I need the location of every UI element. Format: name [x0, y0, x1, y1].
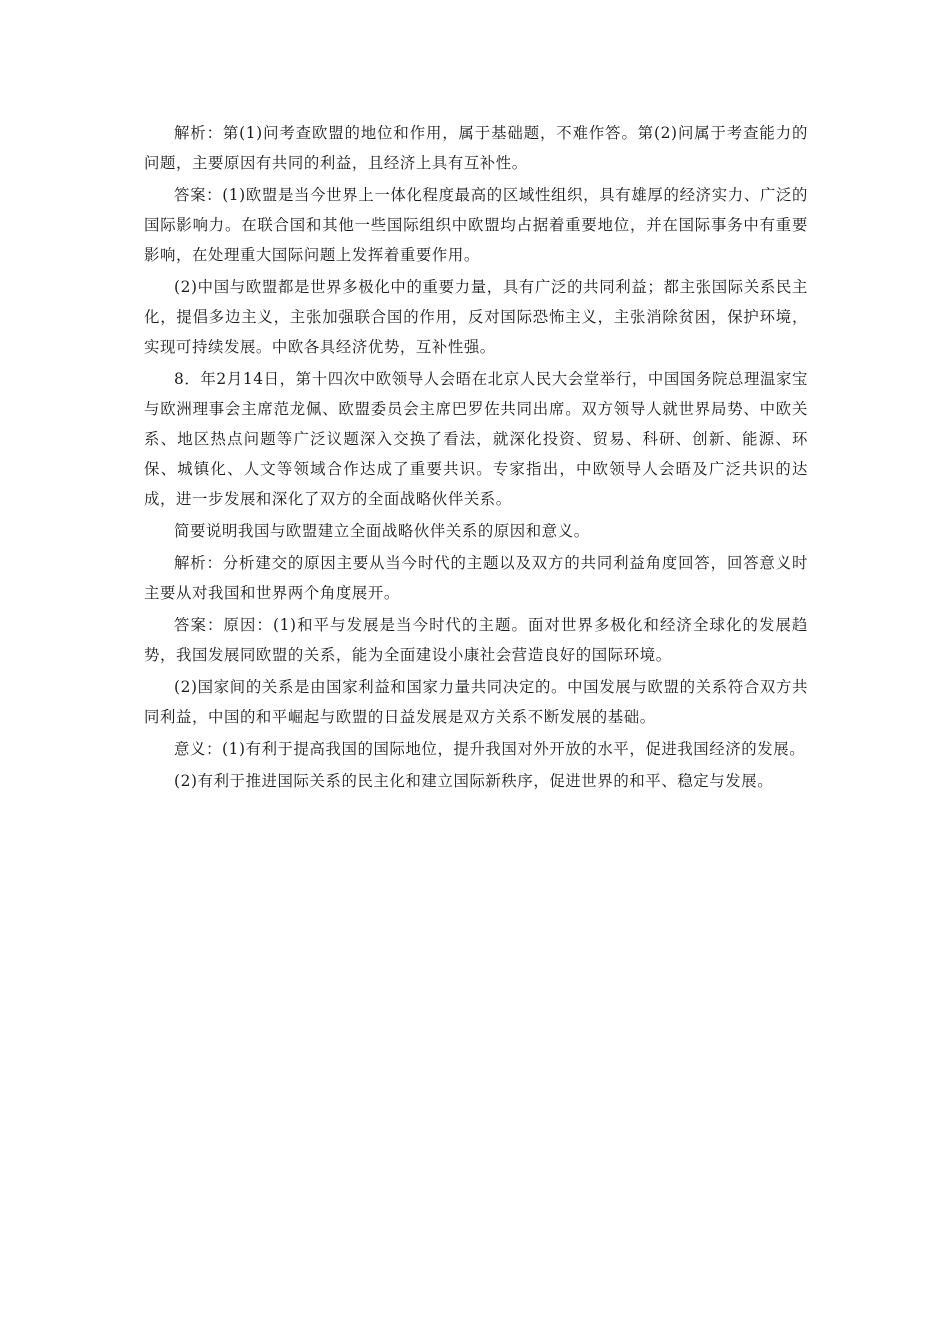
- question-8-material: 8．年2月14日，第十四次中欧领导人会晤在北京人民大会堂举行，中国国务院总理温家宝与欧洲理事会主席范龙佩、欧盟委员会主席巴罗佐共同出席。双方领导人就世界局势、中欧关系、地区热点问题等广泛议题深入交换了看法，就深化投资、贸易、科研、创新、能源、环保、城镇化、人文等领域合作达成了重要共识。专家指出，中欧领导人会晤及广泛共识的达成，进一步发展和深化了双方的全面战略伙伴关系。: [144, 370, 808, 508]
- answer-paragraph-q7-part2: (2)中国与欧盟都是世界多极化中的重要力量，具有广泛的共同利益；都主张国际关系民主化，提倡多边主义，主张加强联合国的作用，反对国际恐怖主义，主张消除贫困，保护环境，实现可持续发展。中欧各具经济优势，互补性强。: [144, 278, 808, 356]
- answer-q8-meaning-1: 意义：(1)有利于提高我国的国际地位，提升我国对外开放的水平，促进我国经济的发展。: [174, 740, 806, 758]
- answer-q8-reason-2: (2)国家间的关系是由国家利益和国家力量共同决定的。中国发展与欧盟的关系符合双方共同利益，中国的和平崛起与欧盟的日益发展是双方关系不断发展的基础。: [144, 678, 808, 726]
- analysis-paragraph-q8: 解析：分析建交的原因主要从当今时代的主题以及双方的共同利益角度回答，回答意义时主要从对我国和世界两个角度展开。: [144, 554, 808, 602]
- analysis-paragraph-q7: 解析：第(1)问考查欧盟的地位和作用，属于基础题，不难作答。第(2)问属于考查能力的问题，主要原因有共同的利益，且经济上具有互补性。: [144, 124, 808, 172]
- document-body: [144, 118, 808, 798]
- answer-q8-meaning-2: (2)有利于推进国际关系的民主化和建立国际新秩序，促进世界的和平、稳定与发展。: [174, 772, 774, 790]
- question-8-prompt: 简要说明我国与欧盟建立全面战略伙伴关系的原因和意义。: [174, 522, 590, 540]
- answer-q8-reason-1: 答案：原因：(1)和平与发展是当今时代的主题。面对世界多极化和经济全球化的发展趋势，我国发展同欧盟的关系，能为全面建设小康社会营造良好的国际环境。: [144, 616, 808, 664]
- answer-paragraph-q7-part1: 答案：(1)欧盟是当今世界上一体化程度最高的区域性组织，具有雄厚的经济实力、广泛的国际影响力。在联合国和其他一些国际组织中欧盟均占据着重要地位，并在国际事务中有重要影响，在处理重大国际问题上发挥着重要作用。: [144, 186, 808, 264]
